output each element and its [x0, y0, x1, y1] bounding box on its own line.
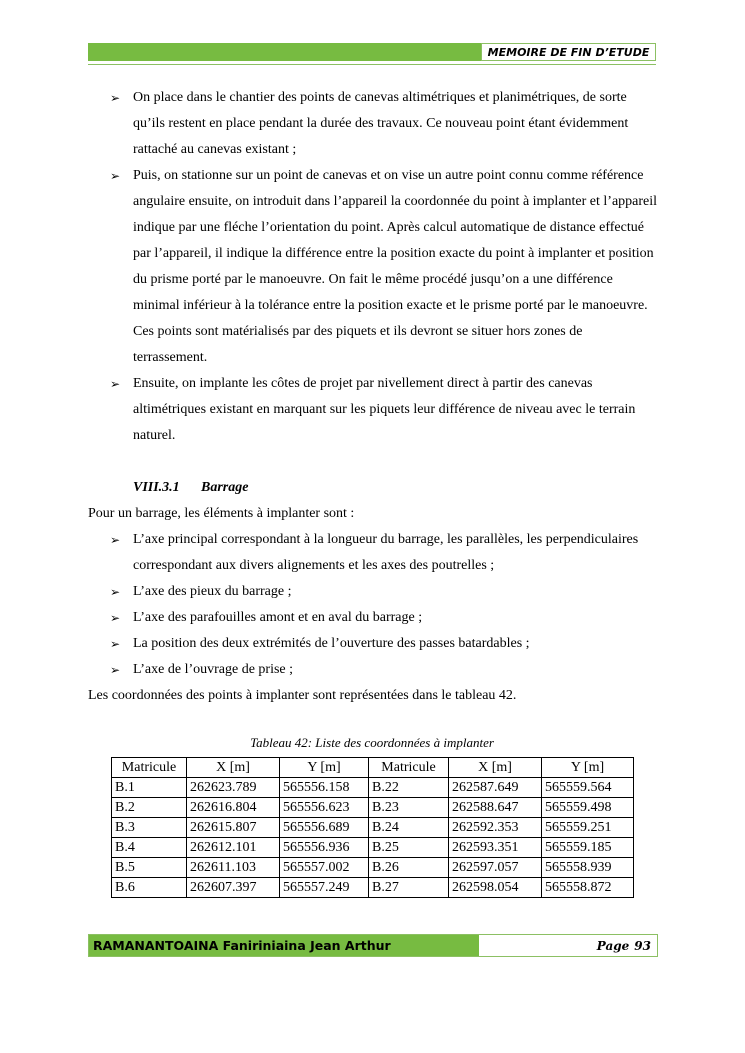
table-cell: B.6: [112, 878, 187, 898]
table-cell: 565559.564: [542, 778, 634, 798]
table-header-row: [112, 758, 634, 778]
table-cell: B.3: [112, 818, 187, 838]
list-item-text: On place dans le chantier des points de canevas altimétriques et planimétriques, de sorte qu’ils restent en place pendant la durée des travaux. Ce nouveau point étant évidemment rattaché au canevas existant ;: [133, 90, 629, 157]
table-cell: 262611.103: [187, 858, 280, 878]
table-row: [112, 878, 634, 898]
table-cell: 565556.936: [280, 838, 369, 858]
table-row: [112, 798, 634, 818]
list-item: [88, 527, 658, 579]
table-row: [112, 858, 634, 878]
table-row: [112, 818, 634, 838]
table-cell: B.1: [112, 778, 187, 798]
table-cell: B.27: [369, 878, 449, 898]
arrow-bullet-icon: ➢: [110, 91, 121, 105]
table-cell: 262587.649: [449, 778, 542, 798]
arrow-bullet-icon: ➢: [110, 585, 121, 599]
coordinates-table: [111, 757, 634, 898]
table-cell: 565559.498: [542, 798, 634, 818]
table-cell: 565557.249: [280, 878, 369, 898]
arrow-bullet-icon: ➢: [110, 663, 121, 677]
page-label: Page: [596, 938, 630, 953]
arrow-bullet-icon: ➢: [110, 611, 121, 625]
table-cell: 262598.054: [449, 878, 542, 898]
table-row: [112, 838, 634, 858]
arrow-bullet-icon: ➢: [110, 169, 121, 183]
table-cell: B.23: [369, 798, 449, 818]
list-item: [88, 163, 658, 371]
table-cell: B.25: [369, 838, 449, 858]
table-cell: 262607.397: [187, 878, 280, 898]
header-accent-bar: [88, 43, 481, 61]
table-cell: 262616.804: [187, 798, 280, 818]
table-cell: 565559.251: [542, 818, 634, 838]
list-item-text: L’axe principal correspondant à la longueur du barrage, les parallèles, les perpendiculaires correspondant aux divers alignements et les axes des poutrelles ;: [133, 532, 639, 573]
table-cell: B.2: [112, 798, 187, 818]
section-heading: [88, 475, 658, 501]
table-cell: B.26: [369, 858, 449, 878]
table-cell: 262588.647: [449, 798, 542, 818]
table-cell: 565558.872: [542, 878, 634, 898]
section-number: VIII.3.1: [133, 480, 180, 495]
header-title: MEMOIRE DE FIN D’ETUDE: [481, 43, 656, 61]
page-number: 93: [634, 938, 651, 953]
page-footer: [88, 934, 658, 957]
table-cell: 262623.789: [187, 778, 280, 798]
table-cell: B.22: [369, 778, 449, 798]
table-cell: B.4: [112, 838, 187, 858]
list-item-text: Ensuite, on implante les côtes de projet par nivellement direct à partir des canevas altimétriques existant en marquant sur les piquets leur différence de niveau avec le terrain naturel.: [133, 376, 636, 443]
column-header: X [m]: [449, 758, 542, 778]
footer-page-number: [479, 935, 657, 956]
barrage-bullet-list: [88, 527, 658, 683]
arrow-bullet-icon: ➢: [110, 377, 121, 391]
column-header: Y [m]: [280, 758, 369, 778]
list-item: [88, 371, 658, 449]
column-header: Matricule: [112, 758, 187, 778]
list-item: [88, 605, 658, 631]
list-item-text: La position des deux extrémités de l’ouverture des passes batardables ;: [133, 636, 530, 651]
section-intro: Pour un barrage, les éléments à implanter sont :: [88, 506, 355, 521]
header-divider: [88, 64, 656, 65]
list-item-text: L’axe des pieux du barrage ;: [133, 584, 292, 599]
list-item: [88, 85, 658, 163]
table-cell: B.24: [369, 818, 449, 838]
list-item: [88, 579, 658, 605]
list-item: [88, 631, 658, 657]
column-header: Matricule: [369, 758, 449, 778]
table-cell: 262597.057: [449, 858, 542, 878]
table-cell: 565557.002: [280, 858, 369, 878]
section-title: Barrage: [201, 480, 249, 495]
table-cell: 262615.807: [187, 818, 280, 838]
table-cell: B.5: [112, 858, 187, 878]
list-item-text: L’axe des parafouilles amont et en aval du barrage ;: [133, 610, 423, 625]
list-item-text: Puis, on stationne sur un point de canevas et on vise un autre point connu comme référence angulaire ensuite, on introduit dans l’appareil la coordonnée du point à implanter et l’appareil indique par une fléche l’orientation du point. Après calcul automatique de distance effectué par l’appareil, il indique la différence entre la position exacte du point à implanter et position du prisme porté par le manoeuvre. On fait le même procédé jusqu’on a une différence minimal inférieur à la tolérance entre la position exacte et le prisme porté par le manoeuvre. Ces points sont matérialisés par des piquets et ils devront se situer hors zones de terrassement.: [133, 168, 658, 365]
column-header: Y [m]: [542, 758, 634, 778]
list-item-text: L’axe de l’ouvrage de prise ;: [133, 662, 294, 677]
table-cell: 262612.101: [187, 838, 280, 858]
footer-author: RAMANANTOAINA Faniriniaina Jean Arthur: [89, 935, 479, 956]
table-cell: 262592.353: [449, 818, 542, 838]
table-caption: Tableau 42: Liste des coordonnées à implanter: [250, 735, 494, 750]
table-cell: 565559.185: [542, 838, 634, 858]
table-cell: 262593.351: [449, 838, 542, 858]
page-header: [88, 43, 656, 61]
table-cell: 565556.623: [280, 798, 369, 818]
page-body: [88, 85, 658, 709]
list-item: [88, 657, 658, 683]
arrow-bullet-icon: ➢: [110, 533, 121, 547]
arrow-bullet-icon: ➢: [110, 637, 121, 651]
table-row: [112, 778, 634, 798]
closing-paragraph: Les coordonnées des points à implanter sont représentées dans le tableau 42.: [88, 688, 517, 703]
table-cell: 565558.939: [542, 858, 634, 878]
table-cell: 565556.689: [280, 818, 369, 838]
table-cell: 565556.158: [280, 778, 369, 798]
intro-bullet-list: [88, 85, 658, 449]
column-header: X [m]: [187, 758, 280, 778]
